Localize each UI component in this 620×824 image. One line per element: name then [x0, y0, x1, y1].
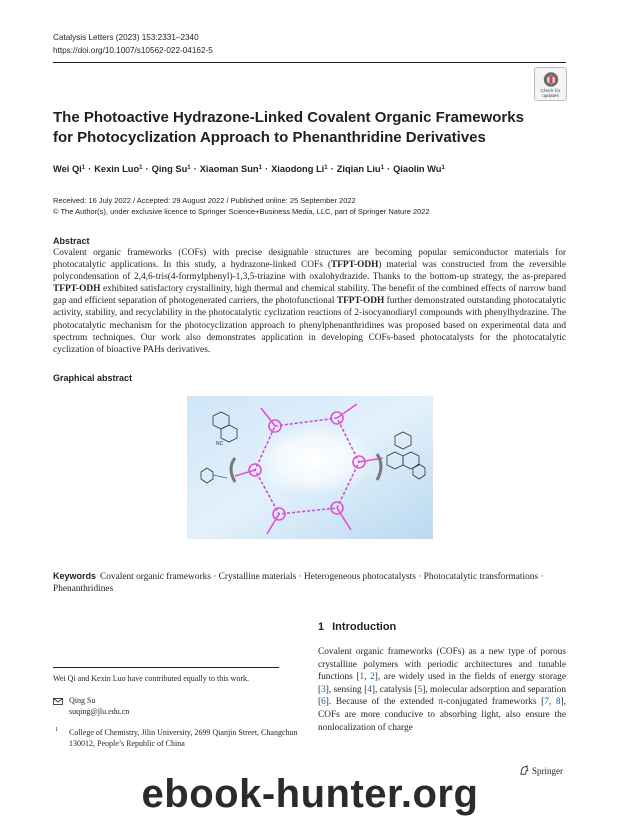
author[interactable]: Xiaoman Sun$^1$	[199, 164, 262, 174]
abstract-heading: Abstract	[53, 236, 90, 246]
affiliation-number: 1	[55, 727, 58, 733]
nc-label: NC	[216, 441, 224, 447]
badge-line-2: updates	[542, 93, 559, 99]
received-accepted-published: Received: 16 July 2022 / Accepted: 29 August 2022 / Published online: 25 September 2022	[53, 196, 356, 205]
footnote-divider	[53, 667, 279, 668]
journal-header	[53, 32, 213, 57]
citation-link[interactable]: 6	[321, 697, 326, 708]
copyright-notice: © The Author(s), under exclusive licence to Springer Science+Business Media, LLC, part of Springer Nature 2022	[53, 207, 430, 216]
keywords-label: Keywords	[53, 571, 97, 581]
author[interactable]: Kexin Luo$^1$	[94, 164, 143, 174]
equal-contribution-note: Wei Qi and Kexin Luo have contributed equally to this work.	[53, 674, 249, 683]
keywords-list: Covalent organic frameworks · Crystalline materials · Heterogeneous photocatalysts · Photocatalytic transformations · Phenanthridines	[53, 572, 544, 595]
citation-link[interactable]: 7	[544, 697, 549, 708]
doi-link[interactable]: https://doi.org/10.1007/s10562-022-04162-5	[53, 45, 213, 55]
corresponding-author-email[interactable]: suqing@jlu.edu.cn	[69, 707, 130, 716]
badge-line-1: Check for	[540, 88, 561, 93]
header-divider	[53, 62, 566, 63]
introduction-text: Covalent organic frameworks (COFs) as a new type of porous crystalline polymers with periodic architectures and tunable functions [1, 2], are widely used in the fields of energy storage [3], sensing [4], catalysis [5], molecular adsorption and separation [6]. Because of the extended π-conjugated frameworks [7, 8], COFs are more conducive to absorbing light, also ensure the nonlocalization of charge	[318, 647, 567, 733]
check-for-updates-badge[interactable]	[534, 67, 567, 101]
author[interactable]: Qiaolin Wu$^1$	[393, 164, 445, 174]
corresponding-author-name: Qing Su	[69, 696, 96, 705]
envelope-icon	[53, 698, 63, 705]
keywords	[53, 570, 566, 595]
author[interactable]: Xiaodong Li$^1$	[271, 164, 328, 174]
author[interactable]: Ziqian Liu$^1$	[336, 164, 384, 174]
affiliation-text: College of Chemistry, Jilin University, 2699 Qianjin Street, Changchun 130012, People’s Republic of China	[69, 728, 298, 748]
graphical-abstract-heading: Graphical abstract	[53, 373, 133, 383]
publication-dates	[53, 195, 430, 217]
citation-link[interactable]: 4	[367, 684, 372, 695]
author[interactable]: Wei Qi$^1$	[53, 164, 86, 174]
graphical-abstract-image	[187, 396, 433, 539]
watermark-text: ebook-hunter.org	[141, 772, 479, 816]
citation-link[interactable]: 8	[555, 697, 561, 708]
citation-link[interactable]: 1	[359, 672, 365, 683]
author[interactable]: Qing Su$^1$	[151, 164, 191, 174]
publisher-name: Springer	[532, 765, 563, 776]
abstract-text: Covalent organic frameworks (COFs) with precise designable structures are becoming popular semiconductor materials for photocatalytic applications. In this study, a hydrazone-linked COFs (TFPT-ODH) material was constructed from the reversible polycondensation of 2,4,6-tris(4-formylphenyl)-1,3,5-triazine with oxalohydrazide. Thanks to the bottom-up strategy, the as-prepared TFPT-ODH exhibited satisfactory crystallinity, high thermal and chemical stability. The benefit of the combined effects of narrow band gap and efficient separation of photogenerated carriers, the photofunctional TFPT-ODH further demonstrated outstanding photocatalytic activity, stability, and recyclability in the photocatalytic cyclization reactions of 2-isocyanodiaryl compounds with phenylhydrazine. The photocatalytic mechanism for the photocyclization approach to phenylphenanthridines was proposed based on experimental data and spectrum techniques. Our work also demonstrates application in developing COFs-based photocatalysts for the photocatalytic cyclization of bioactive PAHs derivatives.	[53, 248, 566, 355]
crossmark-icon	[542, 71, 560, 88]
article-title: The Photoactive Hydrazone-Linked Covalent Organic Frameworks for Photocyclization Approach to Phenanthridine Derivatives	[53, 109, 524, 146]
citation-link[interactable]: 5	[417, 684, 423, 695]
author-list: Wei $Qi^1$ · Kexin Luo$^1$ · Qing $Su^1$ · Xiaoman Sun$^1$ · Xiaodong $Li^1$ · Ziqian Liu$^1$ · Qiaolin Wu$^1$	[53, 164, 445, 174]
section-heading-introduction: 1 Introduction	[318, 621, 397, 633]
citation-link[interactable]: 3	[321, 684, 326, 695]
citation-link[interactable]: 2	[370, 672, 375, 683]
journal-citation: Catalysis Letters (2023) 153:2331–2340	[53, 33, 199, 42]
